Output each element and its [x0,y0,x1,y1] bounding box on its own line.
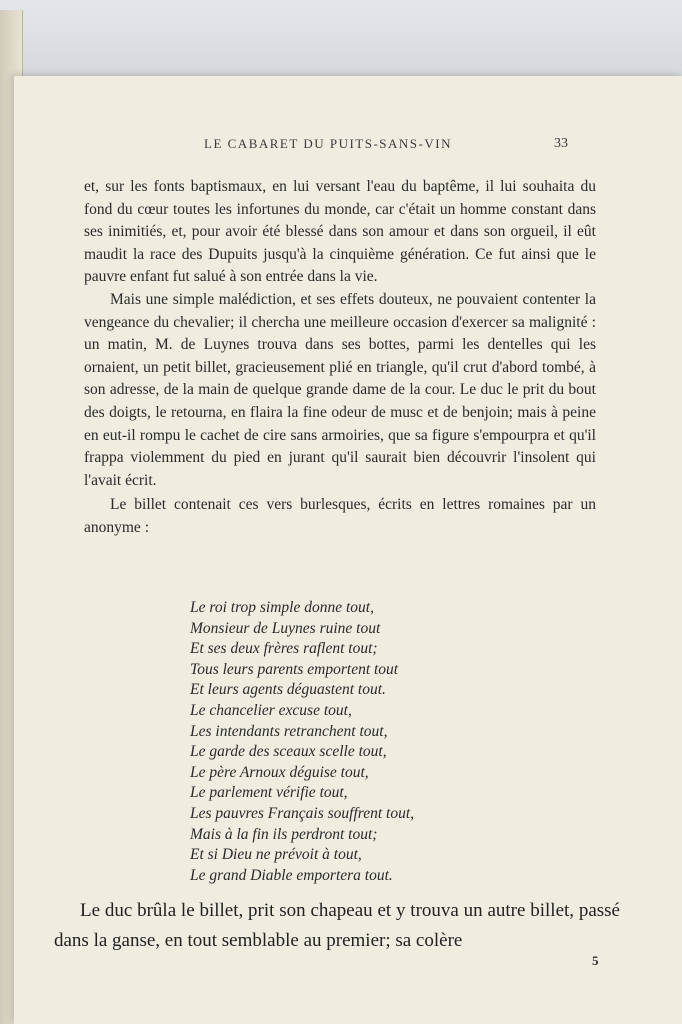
poem-line: Le parlement vérifie tout, [190,784,348,802]
running-title: LE CABARET DU PUITS-SANS-VIN [204,136,452,151]
closing-text [54,896,620,956]
paragraph: et, sur les fonts baptismaux, en lui versant l'eau du baptême, il lui souhaita du fond du cœur toutes les infortunes du monde, car c'était un homme constant dans ses inimitiés, et, pour avoir été blessé dans son amour et dans son orgueil, il eût maudit la race des Dupuits jusqu'à la cinquième génération. Ce fut ainsi que le pauvre enfant fut salué à son entrée dans la vie. [84,178,596,286]
poem-line: Mais à la fin ils perdront tout; [190,825,378,843]
page-number: 33 [554,136,568,151]
paragraph: Le billet contenait ces vers burlesques, écrits en lettres romaines par un anonyme : [84,496,596,536]
paragraph: Le duc brûla le billet, prit son chapeau et y trouva un autre billet, passé dans la ganse, en tout semblable au premier; sa colère [54,900,620,951]
book-page [14,76,682,1024]
paragraph: Mais une simple malédiction, et ses effets douteux, ne pouvaient contenter la vengeance du chevalier; il chercha une meilleure occasion d'exercer sa malignité : un matin, M. de Luynes trouva dans ses bottes, parmi les dentelles qui les ornaient, un petit billet, gracieusement plié en triangle, qu'il crut d'abord tombé, à son adresse, de la main de quelque grande dame de la cour. Le duc le prit du bout des doigts, le retourna, en flaira la fine odeur de musc et de benjoin; mais à peine en eut-il rompu le cachet de cire sans armoiries, que sa figure s'empourpra et qu'il frappa violemment du pied en jurant qu'il saurait bien découvrir l'insolent qui l'avait écrit. [84,290,596,489]
poem-line: Les intendants retranchent tout, [190,722,388,740]
poem-line: Et leurs agents déguastent tout. [190,681,386,699]
poem-line: Le roi trop simple donne tout, [190,599,374,616]
poem-line: Le grand Diable emportera tout. [190,866,393,884]
signature-mark: 5 [592,953,599,968]
poem-line: Le garde des sceaux scelle tout, [190,743,387,761]
poem-line: Et si Dieu ne prévoit à tout, [190,846,362,864]
poem [190,598,520,886]
poem-line: Et ses deux frères raflent tout; [190,640,378,658]
poem-line: Le chancelier excuse tout, [190,701,352,719]
poem-line: Les pauvres Français souffrent tout, [190,804,415,822]
poem-line: Monsieur de Luynes ruine tout [190,619,381,637]
poem-line: Tous leurs parents emportent tout [190,660,399,678]
body-text [84,176,596,540]
poem-line: Le père Arnoux déguise tout, [190,763,369,781]
